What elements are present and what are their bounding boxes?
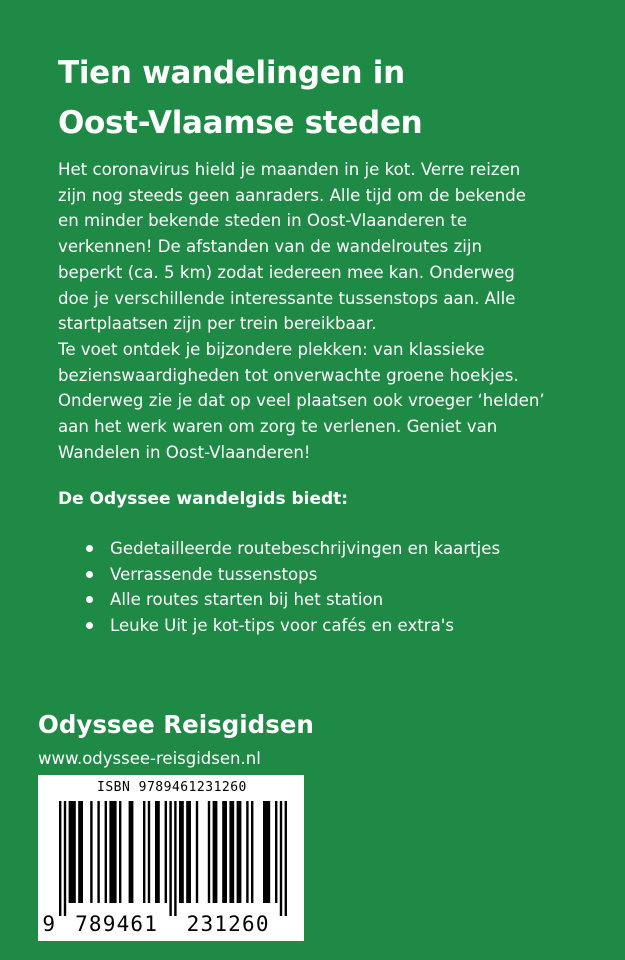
isbn-barcode xyxy=(38,775,304,941)
intro-line: aan het werk waren om zorg te verlenen. Geniet van xyxy=(58,417,498,437)
barcode-bar xyxy=(196,801,198,903)
barcode-bar xyxy=(246,801,248,903)
barcode-bar xyxy=(165,801,167,903)
barcode-bar xyxy=(213,801,218,903)
publisher-website-link[interactable]: www.odyssee-reisgidsen.nl xyxy=(38,749,261,768)
barcode-bar xyxy=(155,801,160,903)
barcode-graphic xyxy=(38,775,304,941)
intro-line: verkennen! De afstanden van de wandelroutes zijn xyxy=(58,237,483,257)
list-item xyxy=(84,536,500,562)
book-title xyxy=(58,48,578,148)
bullet-icon xyxy=(86,622,93,629)
barcode-guard-bar xyxy=(64,801,66,916)
intro-line: Te voet ontdek je bijzondere plekken: van klassieke xyxy=(58,339,485,359)
barcode-bar xyxy=(105,801,107,903)
barcode-guard-bar xyxy=(174,801,176,916)
intro-line: doe je verschillende interessante tussenstops aan. Alle xyxy=(58,288,516,308)
intro-line: bezienswaardigheden tot onverwachte groene hoekjes. xyxy=(58,365,519,385)
intro-paragraph xyxy=(58,157,598,465)
barcode-bar xyxy=(251,801,253,903)
list-item-text: Verrassende tussenstops xyxy=(110,564,318,584)
bullet-icon xyxy=(86,545,93,552)
publisher-name: Odyssee Reisgidsen xyxy=(38,710,314,739)
book-title-line-2: Oost-Vlaamse steden xyxy=(58,105,423,141)
list-item-text: Gedetailleerde routebeschrijvingen en kaartjes xyxy=(110,539,501,558)
isbn-label: ISBN 9789461231260 xyxy=(97,780,247,795)
barcode-guard-bar xyxy=(59,801,61,916)
features-list xyxy=(84,536,500,638)
intro-line: zijn nog steeds geen aanraders. Alle tijd om de bekende xyxy=(58,185,526,205)
barcode-guard-bar xyxy=(285,801,287,916)
barcode-first-digit: 9 xyxy=(42,912,55,936)
barcode-bar xyxy=(69,801,76,903)
barcode-bar xyxy=(237,801,242,903)
barcode-bar xyxy=(143,801,145,903)
barcode-right-digits: 231260 xyxy=(186,912,270,936)
barcode-bar xyxy=(179,801,184,903)
list-item-text: Leuke Uit je kot-tips voor cafés en extra's xyxy=(110,615,454,635)
list-item xyxy=(84,587,500,613)
barcode-bar xyxy=(97,801,99,903)
barcode-bar xyxy=(129,801,134,903)
barcode-bar xyxy=(229,801,234,903)
barcode-bar xyxy=(119,801,121,903)
list-item xyxy=(84,562,500,588)
intro-line: beperkt (ca. 5 km) zodat iedereen mee kan. Onderweg xyxy=(58,262,515,282)
features-heading: De Odyssee wandelgids biedt: xyxy=(58,489,349,509)
book-title-line-1: Tien wandelingen in xyxy=(58,55,405,91)
barcode-left-digits: 789461 xyxy=(75,912,159,936)
barcode-bar xyxy=(109,801,116,903)
list-item xyxy=(84,613,500,639)
barcode-bar xyxy=(148,801,150,903)
barcode-guard-bar xyxy=(280,801,282,916)
intro-line: Wandelen in Oost-Vlaanderen! xyxy=(58,442,311,462)
barcode-bar xyxy=(90,801,92,903)
bullet-icon xyxy=(86,571,93,578)
intro-line: startplaatsen zijn per trein bereikbaar. xyxy=(58,314,377,334)
barcode-bar xyxy=(186,801,191,903)
intro-line: Het coronavirus hield je maanden in je kot. Verre reizen xyxy=(58,160,521,179)
barcode-bar xyxy=(208,801,210,903)
barcode-bar xyxy=(263,801,270,903)
barcode-guard-bar xyxy=(169,801,171,916)
barcode-bar xyxy=(275,801,277,903)
barcode-bar xyxy=(78,801,83,903)
list-item-text: Alle routes starten bij het station xyxy=(110,590,384,609)
barcode-bar xyxy=(222,801,227,903)
intro-line: Onderweg zie je dat op veel plaatsen ook vroeger ‘helden’ xyxy=(58,391,545,411)
intro-line: en minder bekende steden in Oost-Vlaanderen te xyxy=(58,211,468,231)
bullet-icon xyxy=(86,596,93,603)
